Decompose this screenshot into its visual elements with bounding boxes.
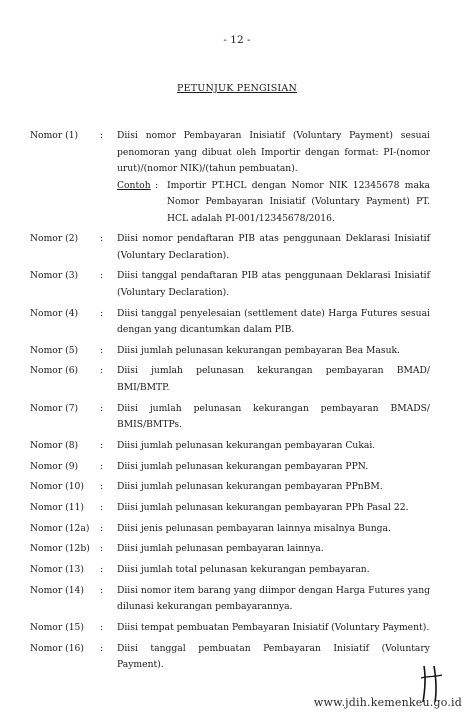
entry-number: Nomor (9) bbox=[30, 460, 79, 472]
list-item bbox=[30, 541, 430, 558]
entry-text: Diisi jumlah pelunasan kekurangan pembayaran PPN. bbox=[117, 460, 369, 472]
entry-text: Diisi nomor pendaftaran PIB atas penggunaan Deklarasi Inisiatif (Voluntary Declaration). bbox=[117, 233, 430, 261]
entry-colon: : bbox=[100, 307, 104, 319]
entry-text: Diisi jumlah pelunasan kekurangan pembayaran Bea Masuk. bbox=[117, 344, 400, 356]
example-block bbox=[117, 178, 430, 228]
entry-text: Diisi jumlah pelunasan kekurangan pembayaran BMAD/ BMI/BMTP. bbox=[117, 365, 430, 393]
entry-text: Diisi tempat pembuatan Pembayaran Inisiatif (Voluntary Payment). bbox=[117, 621, 430, 633]
entry-colon: : bbox=[100, 130, 104, 141]
list-item bbox=[30, 306, 430, 339]
entry-number: Nomor (6) bbox=[30, 365, 79, 377]
entry-text: Diisi jumlah pelunasan kekurangan pembayaran Cukai. bbox=[117, 439, 376, 451]
list-item bbox=[30, 521, 430, 538]
list-item bbox=[30, 128, 430, 227]
footer-url[interactable]: www.jdih.kemenkeu.go.id bbox=[313, 696, 462, 709]
list-item bbox=[30, 343, 430, 360]
entry-text: Diisi nomor item barang yang diimpor dengan Harga Futures yang dilunasi kekurangan pembayarannya. bbox=[117, 584, 430, 613]
entry-text: Diisi tanggal pendaftaran PIB atas penggunaan Deklarasi Inisiatif (Voluntary Declaration). bbox=[117, 270, 430, 298]
entry-colon: : bbox=[100, 402, 104, 414]
list-item bbox=[30, 459, 430, 476]
entry-colon: : bbox=[100, 439, 104, 451]
list-item bbox=[30, 268, 430, 301]
entry-colon: : bbox=[100, 481, 104, 493]
entry-number: Nomor (2) bbox=[30, 233, 79, 245]
entry-number: Nomor (14) bbox=[30, 584, 84, 596]
list-item bbox=[30, 479, 430, 496]
list-item bbox=[30, 401, 430, 434]
entry-colon: : bbox=[100, 621, 104, 633]
entry-colon: : bbox=[100, 460, 104, 472]
entry-colon: : bbox=[100, 563, 104, 575]
entry-number: Nomor (15) bbox=[30, 621, 84, 633]
entry-text: Diisi jumlah pelunasan kekurangan pembayaran PPnBM. bbox=[117, 481, 383, 493]
example-text: Importir PT.HCL dengan Nomor NIK 12345678 maka Nomor Pembayaran Inisiatif (Voluntary Payment) PT. HCL adalah PI-001/12345678/2016. bbox=[167, 179, 430, 224]
entry-text: Diisi tanggal penyelesaian (settlement date) Harga Futures sesuai dengan yang dicantumkan dalam PIB. bbox=[117, 307, 430, 336]
entry-description bbox=[117, 128, 430, 227]
entry-colon: : bbox=[100, 270, 104, 282]
example-label: Contoh bbox=[117, 179, 151, 191]
list-item bbox=[30, 438, 430, 455]
entry-colon: : bbox=[100, 344, 104, 356]
entry-colon: : bbox=[100, 642, 104, 654]
entry-number: Nomor (5) bbox=[30, 344, 79, 356]
list-item bbox=[30, 500, 430, 517]
entry-text: Diisi jumlah pelunasan pembayaran lainnya. bbox=[117, 543, 324, 555]
entry-text: Diisi jumlah pelunasan kekurangan pembayaran BMADS/ BMIS/BMTPs. bbox=[117, 402, 430, 431]
list-item bbox=[30, 583, 430, 616]
list-item bbox=[30, 620, 430, 637]
list-item bbox=[30, 231, 430, 264]
entry-number: Nomor (12a) bbox=[30, 522, 90, 534]
entry-text: Diisi tanggal pembuatan Pembayaran Inisiatif (Voluntary Payment). bbox=[117, 642, 430, 670]
entry-text: Diisi jumlah pelunasan kekurangan pembayaran PPh Pasal 22. bbox=[117, 501, 409, 513]
entry-number: Nomor (11) bbox=[30, 501, 84, 513]
entry-number: Nomor (1) bbox=[30, 130, 79, 141]
example-colon: : bbox=[155, 179, 159, 191]
entry-number: Nomor (4) bbox=[30, 307, 79, 319]
entry-colon: : bbox=[100, 233, 104, 245]
entry-colon: : bbox=[100, 543, 104, 555]
page-title: PETUNJUK PENGISIAN bbox=[177, 83, 297, 94]
page-number: - 12 - bbox=[223, 34, 251, 46]
entry-text: Diisi jumlah total pelunasan kekurangan pembayaran. bbox=[117, 563, 370, 575]
entry-number: Nomor (3) bbox=[30, 270, 79, 282]
entry-colon: : bbox=[100, 501, 104, 513]
list-item bbox=[30, 641, 430, 674]
entry-number: Nomor (12b) bbox=[30, 543, 90, 555]
instruction-list bbox=[30, 128, 430, 678]
entry-number: Nomor (13) bbox=[30, 563, 84, 575]
entry-colon: : bbox=[100, 365, 104, 377]
entry-colon: : bbox=[100, 522, 104, 534]
entry-text: Diisi jenis pelunasan pembayaran lainnya misalnya Bunga. bbox=[117, 522, 391, 534]
entry-number: Nomor (10) bbox=[30, 481, 84, 493]
entry-text: Diisi nomor Pembayaran Inisiatif (Voluntary Payment) sesuai penomoran yang dibuat oleh Importir dengan format: PI-(nomor urut)/(nomor NIK)/(tahun pembuatan). bbox=[117, 130, 430, 174]
list-item bbox=[30, 562, 430, 579]
list-item bbox=[30, 363, 430, 396]
entry-number: Nomor (16) bbox=[30, 642, 84, 654]
entry-colon: : bbox=[100, 584, 104, 596]
entry-number: Nomor (7) bbox=[30, 402, 79, 414]
entry-number: Nomor (8) bbox=[30, 439, 79, 451]
